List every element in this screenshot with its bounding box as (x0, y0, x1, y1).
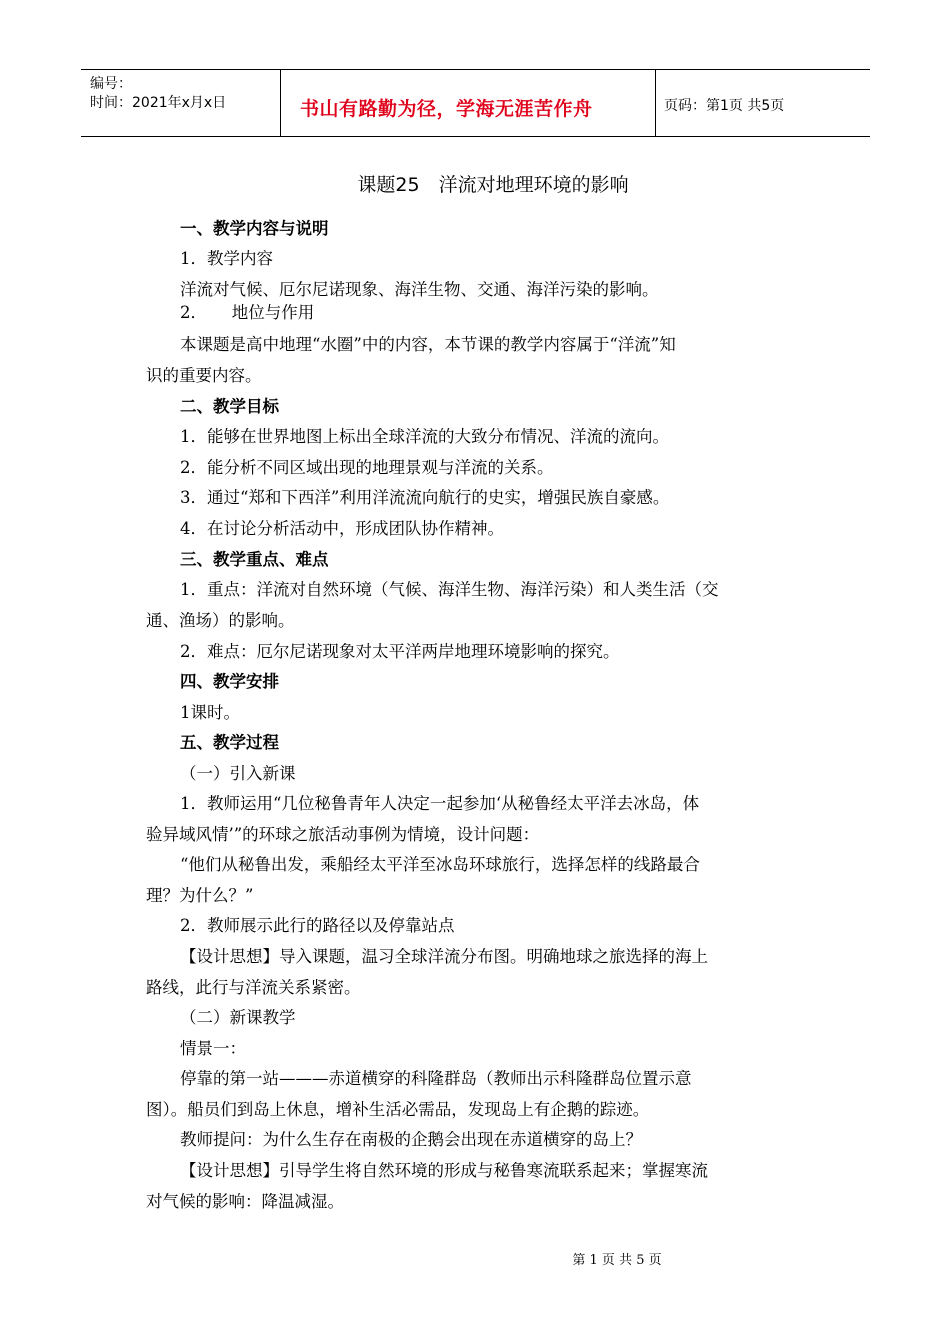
paragraph-line: 2．教师展示此行的路径以及停靠站点 (180, 916, 455, 935)
page-info: 页码：第1页 共5页 (664, 98, 785, 114)
header-table (81, 69, 870, 137)
paragraph-line: 图）。船员们到岛上休息，增补生活必需品，发现岛上有企鹅的踪迹。 (146, 1100, 650, 1119)
paragraph-line: （二）新课教学 (180, 1008, 296, 1027)
paragraph-line: 4．在讨论分析活动中，形成团队协作精神。 (180, 519, 504, 538)
motto: 书山有路勤为径，学海无涯苦作舟 (300, 98, 593, 120)
paragraph-line: 1．教学内容 (180, 249, 273, 268)
document-title: 课题25 洋流对地理环境的影响 (357, 174, 629, 196)
paragraph-line: 3．通过“郑和下西洋”利用洋流流向航行的史实，增强民族自豪感。 (180, 488, 670, 507)
paragraph-line: 教师提问：为什么生存在南极的企鹅会出现在赤道横穿的岛上？ (180, 1130, 642, 1149)
paragraph-line: 【设计思想】引导学生将自然环境的形成与秘鲁寒流联系起来；掌握寒流 (180, 1161, 708, 1180)
page-footer: 第 1 页 共 5 页 (572, 1253, 662, 1268)
paragraph-line: 对气候的影响：降温减湿。 (146, 1192, 344, 1211)
paragraph-line: 验异域风情’”的环球之旅活动事例为情境，设计问题： (146, 825, 540, 844)
paragraph-line: 识的重要内容。 (146, 366, 262, 385)
paragraph-line: “他们从秘鲁出发，乘船经太平洋至冰岛环球旅行，选择怎样的线路最合 (180, 855, 700, 874)
section-heading: 四、教学安排 (180, 672, 279, 691)
serial-label: 编号： (90, 76, 132, 92)
paragraph-line: 1课时。 (180, 703, 240, 722)
paragraph-line: 通、渔场）的影响。 (146, 611, 295, 630)
paragraph-line: 2． 地位与作用 (180, 303, 315, 322)
section-heading: 一、教学内容与说明 (180, 219, 329, 238)
header-motto-cell (281, 70, 656, 136)
paragraph-line: 2．能分析不同区域出现的地理景观与洋流的关系。 (180, 458, 554, 477)
paragraph-line: 1．重点：洋流对自然环境（气候、海洋生物、海洋污染）和人类生活（交 (180, 580, 719, 599)
paragraph-line: 1．能够在世界地图上标出全球洋流的大致分布情况、洋流的流向。 (180, 427, 669, 446)
paragraph-line: 洋流对气候、厄尔尼诺现象、海洋生物、交通、海洋污染的影响。 (180, 280, 659, 299)
paragraph-line: 【设计思想】导入课题，温习全球洋流分布图。明确地球之旅选择的海上 (180, 947, 708, 966)
paragraph-line: 路线，此行与洋流关系紧密。 (146, 978, 361, 997)
section-heading: 二、教学目标 (180, 397, 279, 416)
header-info-cell (81, 70, 281, 136)
paragraph-line: 1．教师运用“几位秘鲁青年人决定一起参加‘从秘鲁经太平洋去冰岛，体 (180, 794, 700, 813)
paragraph-line: 情景一： (180, 1039, 246, 1058)
paragraph-line: 2．难点：厄尔尼诺现象对太平洋两岸地理环境影响的探究。 (180, 642, 620, 661)
paragraph-line: 停靠的第一站———赤道横穿的科隆群岛（教师出示科隆群岛位置示意 (180, 1069, 692, 1088)
paragraph-line: （一）引入新课 (180, 764, 296, 783)
paragraph-line: 理？为什么？” (146, 886, 254, 905)
section-heading: 五、教学过程 (180, 733, 279, 752)
paragraph-line: 本课题是高中地理“水圈”中的内容，本节课的教学内容属于“洋流”知 (180, 335, 676, 354)
header-page-cell (656, 70, 870, 136)
section-heading: 三、教学重点、难点 (180, 550, 329, 569)
time-label: 时间：2021年x月x日 (90, 95, 227, 111)
